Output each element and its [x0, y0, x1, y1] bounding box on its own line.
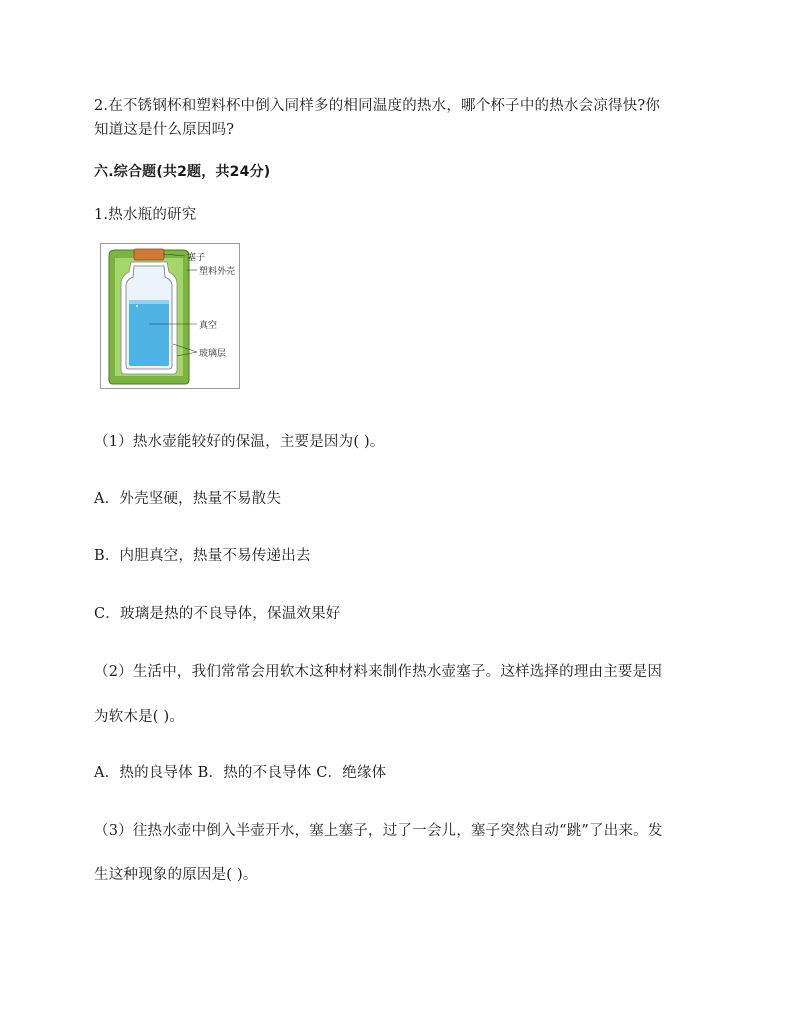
- sub-question-3-line-1: （3）往热水壶中倒入半壶开水，塞上塞子，过了一会儿，塞子突然自动“跳”了出来。发: [94, 823, 663, 839]
- option-1c: C．玻璃是热的不良导体，保温效果好: [94, 606, 341, 622]
- section-heading: 六.综合题(共2题，共24分): [94, 164, 271, 180]
- sub-question-2-line-2: 为软木是( )。: [94, 709, 185, 725]
- question-1-title: 1.热水瓶的研究: [94, 207, 197, 223]
- label-stopper: 塞子: [187, 253, 206, 263]
- sub-question-2-options: A．热的良导体 B．热的不良导体 C．绝缘体: [94, 765, 387, 781]
- sub-question-1: （1）热水壶能较好的保温，主要是因为( )。: [94, 434, 385, 450]
- label-glass-layer: 玻璃层: [199, 349, 227, 359]
- question-2-line-1: 2.在不锈钢杯和塑料杯中倒入同样多的相同温度的热水，哪个杯子中的热水会凉得快?你: [94, 98, 661, 114]
- label-vacuum: 真空: [199, 321, 218, 331]
- question-2-line-2: 知道这是什么原因吗?: [94, 122, 235, 138]
- sub-question-3-line-2: 生这种现象的原因是( )。: [94, 867, 258, 883]
- label-plastic-shell: 塑料外壳: [199, 267, 236, 277]
- option-1b: B．内胆真空，热量不易传递出去: [94, 548, 311, 564]
- thermos-diagram: [100, 243, 240, 389]
- sub-question-2-line-1: （2）生活中，我们常常会用软木这种材料来制作热水壶塞子。这样选择的理由主要是因: [94, 664, 663, 680]
- option-1a: A．外壳坚硬，热量不易散失: [94, 491, 282, 507]
